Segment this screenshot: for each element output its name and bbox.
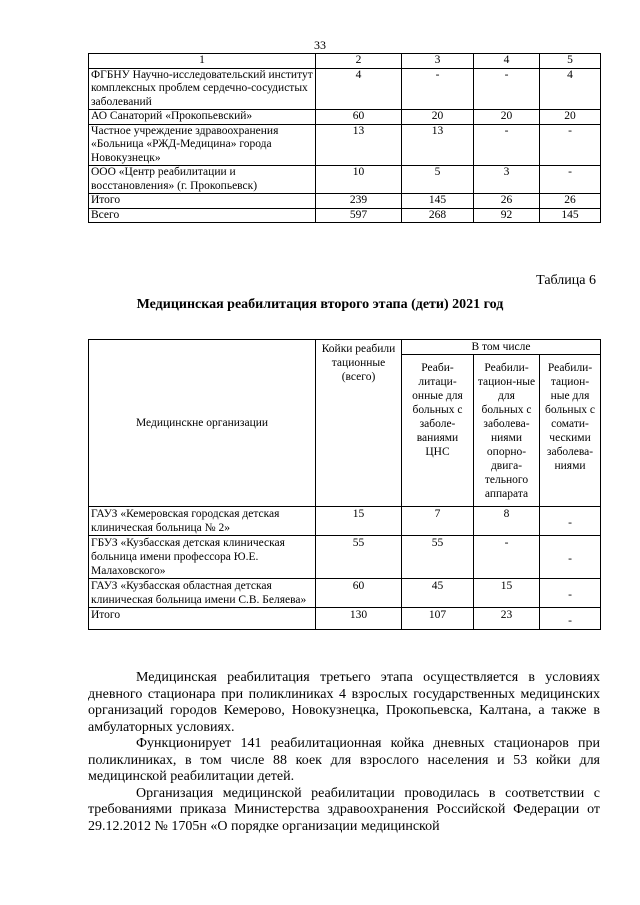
value-cell: 23: [474, 608, 540, 630]
table-title: Медицинская реабилитация второго этапа (дети) 2021 год: [136, 297, 504, 312]
value-cell: 4: [316, 68, 402, 110]
value-cell: 55: [316, 536, 402, 579]
value-cell: 145: [540, 208, 601, 223]
value-cell: 60: [316, 110, 402, 125]
value-cell: -: [540, 124, 601, 166]
value-cell: 107: [402, 608, 474, 630]
value-cell: 20: [474, 110, 540, 125]
table-row: [89, 194, 601, 209]
value-cell: -: [474, 536, 540, 579]
table-row: [89, 507, 601, 536]
table-row: [89, 68, 601, 110]
table-row: [89, 208, 601, 223]
header-cell: 2: [316, 54, 402, 69]
header-cell: 5: [540, 54, 601, 69]
value-cell: 45: [402, 579, 474, 608]
value-cell: -: [540, 579, 601, 608]
value-cell: 268: [402, 208, 474, 223]
value-cell: 130: [316, 608, 402, 630]
org-name: ГБУЗ «Кузбасская детская клиническая больница имени профессора Ю.Е. Малаховского»: [89, 536, 316, 579]
table-row: [89, 166, 601, 194]
value-cell: 13: [316, 124, 402, 166]
value-cell: -: [402, 68, 474, 110]
paragraph: Медицинская реабилитация третьего этапа осуществляется в условиях дневного стационара при поликлиниках 4 взрослых государственных медицинских организаций городов Кемерово, Новокузнецка, Прокопьевска, Калтана, а также в амбулаторных условиях.: [88, 670, 600, 735]
table-header-row: [89, 340, 601, 355]
table-label: Таблица 6: [536, 273, 596, 288]
header-org: Медицинскне организации: [89, 340, 316, 507]
value-cell: 26: [540, 194, 601, 209]
header-total: Койки реабили тационные (всего): [316, 340, 402, 507]
value-cell: -: [474, 68, 540, 110]
org-name: ГАУЗ «Кемеровская городская детская клиническая больница № 2»: [89, 507, 316, 536]
org-name: Итого: [89, 194, 316, 209]
paragraph: Организация медицинской реабилитации проводилась в соответствии с требованиями приказа Министерства здравоохранения Российской Федерации от 29.12.2012 № 1705н «О порядке организации медицинской: [88, 785, 600, 834]
org-name: ООО «Центр реабилитации и восстановления» (г. Прокопьевск): [89, 166, 316, 194]
table-row: [89, 579, 601, 608]
table-row: [89, 110, 601, 125]
value-cell: 7: [402, 507, 474, 536]
value-cell: 15: [474, 579, 540, 608]
org-name: ФГБНУ Научно-исследовательский институт комплексных проблем сердечно-сосудистых заболеваний: [89, 68, 316, 110]
value-cell: -: [474, 124, 540, 166]
header-cell: 4: [474, 54, 540, 69]
value-cell: -: [540, 608, 601, 630]
header-cell: 1: [89, 54, 316, 69]
value-cell: 15: [316, 507, 402, 536]
value-cell: 10: [316, 166, 402, 194]
header-group: В том числе: [402, 340, 601, 355]
continued-table: [88, 53, 601, 223]
org-name: АО Санаторий «Прокопьевский»: [89, 110, 316, 125]
value-cell: 55: [402, 536, 474, 579]
header-cell: 3: [402, 54, 474, 69]
value-cell: -: [540, 536, 601, 579]
value-cell: 8: [474, 507, 540, 536]
value-cell: 20: [540, 110, 601, 125]
header-somatic: Реабили-тацион-ные для больных с сомати-ческими заболева-ниями: [540, 355, 601, 507]
value-cell: 4: [540, 68, 601, 110]
org-name: Всего: [89, 208, 316, 223]
table-row: [89, 608, 601, 630]
org-name: Итого: [89, 608, 316, 630]
value-cell: -: [540, 507, 601, 536]
header-musculo: Реабили-тацион-ные для больных с заболева-ниями опорно-двига-тельного аппарата: [474, 355, 540, 507]
value-cell: 145: [402, 194, 474, 209]
org-name: Частное учреждение здравоохранения «Больница «РЖД-Медицина» города Новокузнецк»: [89, 124, 316, 166]
header-cns: Реаби-литаци-онные для больных с заболе-ваниями ЦНС: [402, 355, 474, 507]
table-header-row: [89, 54, 601, 69]
body-text: [88, 670, 600, 835]
paragraph: Функционирует 141 реабилитационная койка дневных стационаров при поликлиниках, в том числе 88 коек для взрослого населения и 53 койки для медицинской реабилитации детей.: [88, 736, 600, 784]
rehab-children-table: [88, 339, 601, 630]
value-cell: 13: [402, 124, 474, 166]
value-cell: -: [540, 166, 601, 194]
table-row: [89, 124, 601, 166]
value-cell: 92: [474, 208, 540, 223]
table-row: [89, 536, 601, 579]
value-cell: 597: [316, 208, 402, 223]
value-cell: 3: [474, 166, 540, 194]
value-cell: 20: [402, 110, 474, 125]
org-name: ГАУЗ «Кузбасская областная детская клиническая больница имени С.В. Беляева»: [89, 579, 316, 608]
page-number: 33: [314, 38, 326, 52]
value-cell: 60: [316, 579, 402, 608]
value-cell: 26: [474, 194, 540, 209]
value-cell: 5: [402, 166, 474, 194]
value-cell: 239: [316, 194, 402, 209]
